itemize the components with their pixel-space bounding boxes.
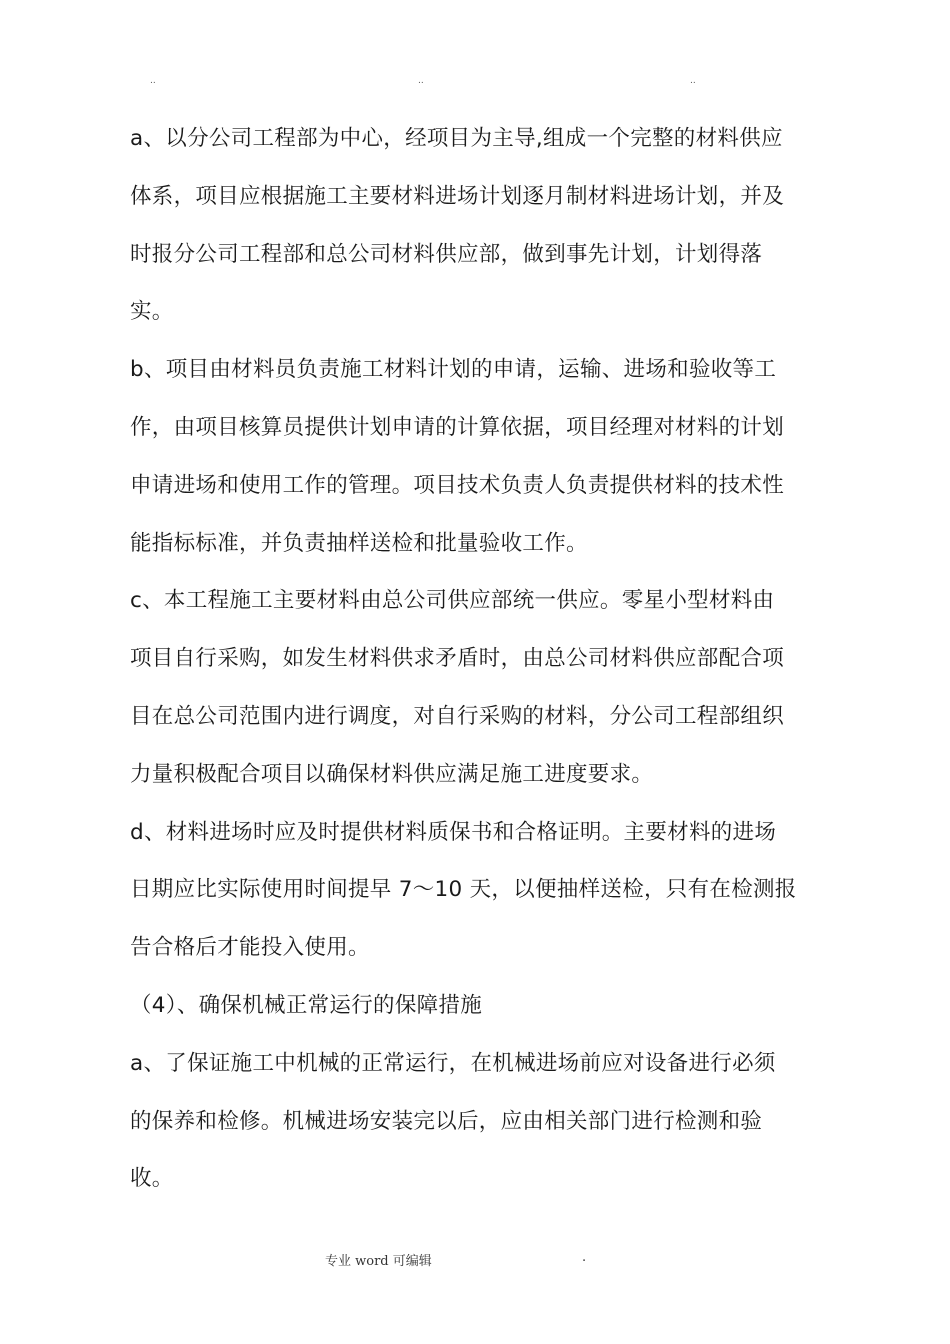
text-line: 收。 — [130, 1166, 174, 1192]
text-line: d、材料进场时应及时提供材料质保书和合格证明。主要材料的进场 — [130, 819, 777, 845]
text-line: 的保养和检修。机械进场安装完以后，应由相关部门进行检测和验 — [130, 1108, 763, 1134]
document-body — [130, 110, 810, 1208]
text-line: 作，由项目核算员提供计划申请的计算依据，项目经理对材料的计划 — [130, 414, 785, 440]
paragraph-a-material-supply — [130, 110, 810, 341]
heading-line: （4）、确保机械正常运行的保障措施 — [130, 992, 483, 1018]
text-line: 实。 — [130, 299, 174, 325]
text-line: a、了保证施工中机械的正常运行，在机械进场前应对设备进行必须 — [130, 1050, 776, 1076]
text-line: 时报分公司工程部和总公司材料供应部，做到事先计划，计划得落 — [130, 241, 763, 267]
text-line: 力量积极配合项目以确保材料供应满足施工进度要求。 — [130, 761, 654, 787]
header-mark: .. — [418, 76, 424, 86]
text-line: 体系，项目应根据施工主要材料进场计划逐月制材料进场计划，并及 — [130, 183, 785, 209]
footer-mark: . — [582, 1250, 587, 1265]
text-line: 能指标标准，并负责抽样送检和批量验收工作。 — [130, 530, 588, 556]
page-header — [0, 76, 950, 90]
paragraph-a-machinery-maintenance — [130, 1035, 810, 1208]
text-line: b、项目由材料员负责施工材料计划的申请，运输、进场和验收等工 — [130, 357, 777, 383]
paragraph-b-material-planning — [130, 341, 810, 572]
text-line: 日期应比实际使用时间提早 7～10 天，以便抽样送检，只有在检测报 — [130, 877, 797, 903]
text-line: a、以分公司工程部为中心，经项目为主导,组成一个完整的材料供应 — [130, 126, 783, 151]
section-heading-machinery — [130, 977, 810, 1035]
text-line: 项目自行采购，如发生材料供求矛盾时，由总公司材料供应部配合项 — [130, 646, 785, 672]
text-line: 告合格后才能投入使用。 — [130, 935, 370, 961]
header-mark: .. — [690, 76, 696, 86]
paragraph-d-material-inspection — [130, 804, 810, 977]
text-line: 目在总公司范围内进行调度，对自行采购的材料，分公司工程部组织 — [130, 703, 785, 729]
text-line: 申请进场和使用工作的管理。项目技术负责人负责提供材料的技术性 — [130, 472, 785, 498]
text-line: c、本工程施工主要材料由总公司供应部统一供应。零星小型材料由 — [130, 588, 775, 614]
header-mark: .. — [150, 76, 156, 86]
footer-note: 专业 word 可编辑 — [325, 1254, 432, 1269]
paragraph-c-supply-coordination — [130, 572, 810, 803]
